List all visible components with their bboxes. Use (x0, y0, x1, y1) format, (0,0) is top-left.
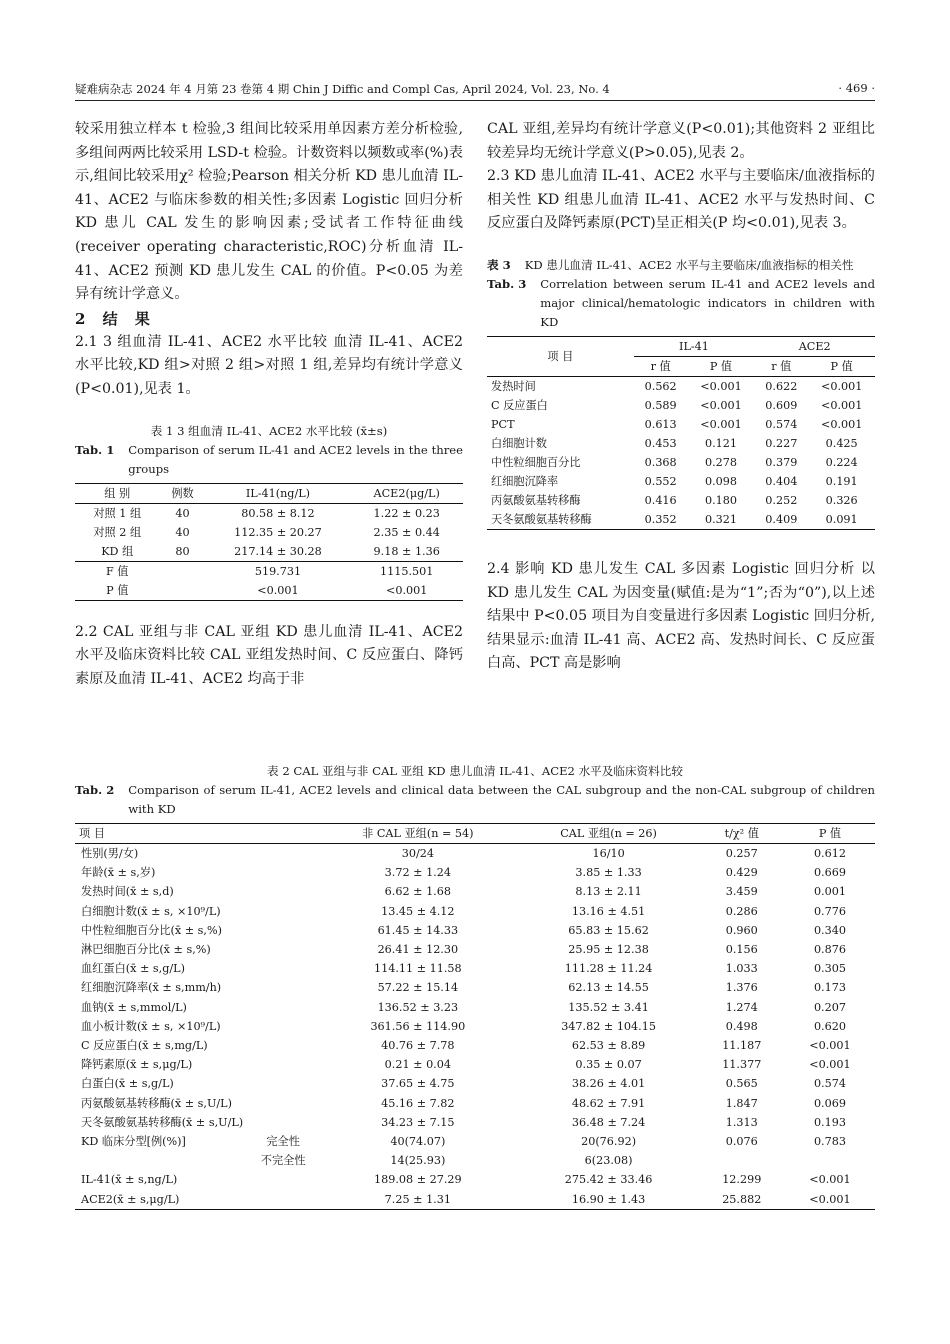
results-2-3-paragraph: 2.3 KD 患儿血清 IL-41、ACE2 水平与主要临床/血液指标的相关性 KD 组患儿血清 IL-41、ACE2 水平与发热时间、C 反应蛋白及降钙素原(PCT)呈正相关(P 均<0.01),见表 3。 (487, 168, 875, 232)
table-cell: 0.589 (644, 398, 677, 412)
table-cell: 1115.501 (350, 561, 463, 581)
table-cell: 0.173 (813, 981, 846, 995)
table-cell: 0.156 (725, 943, 758, 957)
table-cell: 62.13 ± 14.55 (568, 981, 649, 995)
table-cell: C 反应蛋白 (491, 398, 548, 412)
table-cell: <0.001 (809, 1058, 851, 1072)
table-cell: 1.847 (725, 1096, 758, 1110)
table-cell (249, 1190, 317, 1210)
table-row (75, 1094, 875, 1113)
table-cell (75, 1151, 249, 1170)
table-cell: 0.069 (813, 1096, 846, 1110)
table-cell: 0.21 ± 0.04 (384, 1058, 451, 1072)
table-row (75, 844, 875, 864)
table-cell: 189.08 ± 27.29 (374, 1173, 462, 1187)
table-cell: <0.001 (809, 1192, 851, 1206)
table-cell: ACE2(x̄ ± s,μg/L) (81, 1192, 180, 1206)
table-cell: 0.207 (813, 1000, 846, 1014)
table-row (75, 978, 875, 997)
table-cell: 完全性 (266, 1135, 300, 1149)
table-cell: 519.731 (206, 561, 351, 581)
table-cell: <0.001 (700, 417, 742, 431)
table-cell: KD 组 (101, 544, 134, 558)
table-3-grid (487, 336, 875, 530)
table-cell: 38.26 ± 4.01 (571, 1077, 646, 1091)
table-cell: 天冬氨酸氨基转移酶 (491, 512, 592, 526)
table-row (75, 882, 875, 901)
table-row (487, 510, 875, 530)
table-cell: 0.191 (825, 474, 858, 488)
table-row (75, 1132, 875, 1151)
table-cell: 0.960 (725, 923, 758, 937)
table-cell: 0.409 (765, 512, 798, 526)
table-row (75, 959, 875, 978)
table-cell: 降钙素原(x̄ ± s,μg/L) (81, 1058, 193, 1072)
table-cell: F 值 (75, 561, 160, 581)
table-3-header-item: 项 目 (487, 336, 634, 376)
table-cell: <0.001 (257, 583, 299, 597)
table-cell (160, 561, 206, 581)
table-cell: 0.776 (813, 904, 846, 918)
table-3-caption-en (487, 275, 875, 332)
table-row (75, 998, 875, 1017)
table-cell: 37.65 ± 4.75 (381, 1077, 455, 1091)
table-cell: 白细胞计数 (491, 436, 547, 450)
table-row (75, 542, 463, 562)
table-row (75, 503, 463, 523)
table-cell: 丙氨酸氨基转移酶(x̄ ± s,U/L) (81, 1096, 232, 1110)
table-cell: 20(76.92) (581, 1135, 637, 1149)
table-cell: 0.620 (813, 1019, 846, 1033)
table-cell (249, 1170, 317, 1189)
table-cell: 1.274 (725, 1000, 758, 1014)
table-3-subheader: r 值 (634, 356, 688, 376)
table-cell: C 反应蛋白(x̄ ± s,mg/L) (81, 1039, 208, 1053)
table-cell: 天冬氨酸氨基转移酶(x̄ ± s,U/L) (81, 1115, 244, 1129)
table-2-header-cell: 非 CAL 亚组(n = 54) (317, 824, 518, 844)
table-cell (785, 1151, 875, 1170)
table-cell: 0.257 (725, 847, 758, 860)
table-cell: 0.35 ± 0.07 (575, 1058, 642, 1072)
table-cell: 114.11 ± 11.58 (374, 962, 462, 976)
table-cell: 26.41 ± 12.30 (377, 943, 459, 957)
table-cell: 丙氨酸氨基转移酶 (491, 493, 581, 507)
table-cell: 112.35 ± 20.27 (234, 525, 322, 539)
table-3-group-ace2: ACE2 (754, 336, 875, 356)
table-2-header-cell: P 值 (785, 824, 875, 844)
table-cell: 6.62 ± 1.68 (384, 885, 451, 899)
table-3-subheader: r 值 (754, 356, 808, 376)
table-cell (249, 1094, 317, 1113)
table-cell: 红细胞沉降率 (491, 474, 559, 488)
page-number: · 469 · (838, 81, 875, 95)
table-cell: 0.121 (704, 436, 737, 450)
table-cell: 1.22 ± 0.23 (373, 506, 440, 520)
table-cell: 135.52 ± 3.41 (568, 1000, 649, 1014)
table-cell: 0.574 (765, 417, 798, 431)
table-cell: 361.56 ± 114.90 (370, 1019, 466, 1033)
table-cell: 不完全性 (260, 1154, 306, 1168)
table-cell: 0.224 (825, 455, 858, 469)
table-row (487, 434, 875, 453)
table-cell: 8.13 ± 2.11 (575, 885, 642, 899)
table-cell (249, 1074, 317, 1093)
table-cell: 0.379 (765, 455, 798, 469)
table-cell: 14(25.93) (390, 1154, 446, 1168)
results-2-1-paragraph: 2.1 3 组血清 IL-41、ACE2 水平比较 血清 IL-41、ACE2 水平比较,KD 组>对照 2 组>对照 1 组,差异均有统计学意义(P<0.01),见表 1。 (75, 333, 463, 397)
table-3-caption-en-text: Correlation between serum IL-41 and ACE2 levels and major clinical/hematologic indicators in children with KD (540, 276, 875, 329)
table-cell: 12.299 (722, 1173, 762, 1187)
table-cell: PCT (491, 417, 515, 431)
table-cell: 血小板计数(x̄ ± s, ×10⁹/L) (81, 1019, 221, 1033)
table-cell: 16/10 (592, 847, 625, 860)
table-cell: 1.376 (725, 981, 758, 995)
methods-paragraph: 较采用独立样本 t 检验,3 组间比较采用单因素方差分析检验,多组间两两比较采用 LSD-t 检验。计数资料以频数或率(%)表示,组间比较采用χ² 检验;Pearson 相关分析 KD 患儿血清 IL-41、ACE2 与临床参数的相关性;多因素 Logistic 回归分析 KD 患儿 CAL 发生的影响因素;受试者工作特征曲线(receiver operating characteristic,ROC)分析血清 IL-41、ACE2 预测 KD 患儿发生 CAL 的价值。P<0.05 为差异有统计学意义。 (75, 121, 463, 303)
table-cell: 275.42 ± 33.46 (564, 1173, 653, 1187)
table-cell: 40.76 ± 7.78 (381, 1039, 455, 1053)
table-1-caption-cn: 表 1 3 组血清 IL-41、ACE2 水平比较 (x̄±s) (150, 423, 388, 438)
table-row (75, 1170, 875, 1189)
table-cell: 0.562 (644, 379, 677, 393)
table-row (487, 396, 875, 415)
table-cell: 0.305 (813, 962, 846, 976)
table-cell: 13.45 ± 4.12 (381, 904, 455, 918)
table-row (75, 1055, 875, 1074)
table-cell: 发热时间 (491, 379, 536, 393)
table-cell: 对照 2 组 (93, 525, 142, 539)
table-cell: 0.340 (813, 923, 846, 937)
table-cell: 61.45 ± 14.33 (377, 923, 459, 937)
table-cell (249, 882, 317, 901)
table-cell (699, 1151, 785, 1170)
table-row (75, 863, 875, 882)
right-column (487, 118, 875, 676)
table-1 (75, 422, 463, 601)
table-3-subheader: P 值 (808, 356, 875, 376)
table-1-caption-en (75, 441, 463, 479)
table-cell: 45.16 ± 7.82 (381, 1096, 455, 1110)
table-cell: 0.425 (825, 436, 858, 450)
table-cell: 发热时间(x̄ ± s,d) (81, 885, 174, 899)
table-cell: <0.001 (809, 1039, 851, 1053)
table-1-caption-text: Comparison of serum IL-41 and ACE2 levels in the three groups (128, 442, 463, 476)
table-cell: 0.252 (765, 493, 798, 507)
table-cell: <0.001 (820, 398, 863, 412)
table-cell: 对照 1 组 (93, 506, 142, 520)
table-cell: 48.62 ± 7.91 (571, 1096, 646, 1110)
table-cell: 0.612 (813, 847, 846, 860)
table-cell (249, 978, 317, 997)
table-cell: 0.076 (725, 1135, 758, 1149)
table-cell: 0.876 (813, 943, 846, 957)
table-cell: <0.001 (820, 417, 863, 431)
table-cell: IL-41(x̄ ± s,ng/L) (81, 1173, 178, 1187)
table-2-grid (75, 823, 875, 1210)
table-cell: 25.882 (722, 1192, 762, 1206)
table-cell: 34.23 ± 7.15 (381, 1115, 455, 1129)
table-3-label: Tab. 3 (487, 276, 527, 291)
table-1-header-cell: ACE2(μg/L) (350, 483, 463, 503)
table-2-header-spacer (249, 824, 317, 844)
table-2-caption-cn: 表 2 CAL 亚组与非 CAL 亚组 KD 患儿血清 IL-41、ACE2 水平及临床资料比较 (267, 764, 683, 778)
table-cell (249, 902, 317, 921)
table-row (75, 940, 875, 959)
table-1-grid (75, 483, 463, 601)
table-cell: 7.25 ± 1.31 (384, 1192, 451, 1206)
table-cell: 0.321 (704, 512, 737, 526)
table-cell: 0.498 (725, 1019, 758, 1033)
table-cell: 40 (175, 525, 190, 539)
table-1-header-cell: 组 别 (75, 483, 160, 503)
table-cell: 0.416 (644, 493, 677, 507)
table-cell: 0.180 (704, 493, 737, 507)
table-row (75, 1036, 875, 1055)
table-cell: KD 临床分型[例(%)] (81, 1135, 186, 1149)
table-cell: 80 (175, 544, 190, 558)
table-cell: 0.193 (813, 1115, 846, 1129)
left-column (75, 118, 463, 691)
table-3 (487, 256, 875, 530)
table-cell: 0.368 (644, 455, 677, 469)
table-row (487, 453, 875, 472)
table-cell (249, 1017, 317, 1036)
running-header (75, 78, 875, 101)
table-cell: 0.098 (704, 474, 737, 488)
table-cell: 0.574 (813, 1077, 846, 1091)
table-cell: 347.82 ± 104.15 (561, 1019, 656, 1033)
table-cell: 0.613 (644, 417, 677, 431)
table-cell: <0.001 (700, 379, 742, 393)
table-cell: 16.90 ± 1.43 (571, 1192, 646, 1206)
table-cell (249, 959, 317, 978)
table-cell: 136.52 ± 3.23 (377, 1000, 459, 1014)
table-3-label-cn: 表 3 (487, 257, 511, 272)
table-row (75, 1074, 875, 1093)
table-cell (249, 1113, 317, 1132)
section-heading-results: 2 结 果 (75, 309, 156, 328)
table-cell: 57.22 ± 15.14 (377, 981, 459, 995)
table-cell: <0.001 (700, 398, 742, 412)
table-3-subheader: P 值 (688, 356, 755, 376)
table-row (487, 491, 875, 510)
table-cell: 0.286 (725, 904, 758, 918)
table-cell: 0.565 (725, 1077, 758, 1091)
table-cell: <0.001 (820, 379, 863, 393)
table-cell: 0.669 (813, 866, 846, 880)
table-2-caption-text: Comparison of serum IL-41, ACE2 levels and clinical data between the CAL subgroup and the non-CAL subgroup of children with KD (128, 783, 875, 816)
results-2-4-paragraph: 2.4 影响 KD 患儿发生 CAL 多因素 Logistic 回归分析 以 KD 患儿发生 CAL 为因变量(赋值:是为“1”;否为“0”),以上述结果中 P<0.05 项目为自变量进行多因素 Logistic 回归分析,结果显示:血清 IL-41 高、ACE2 高、发热时间长、C 反应蛋白高、PCT 高是影响 (487, 560, 875, 672)
table-row (487, 472, 875, 491)
table-1-header-cell: 例数 (160, 483, 206, 503)
results-2-2-continued: CAL 亚组,差异均有统计学意义(P<0.01);其他资料 2 亚组比较差异均无统计学意义(P>0.05),见表 2。 (487, 121, 875, 161)
table-cell: 80.58 ± 8.12 (241, 506, 315, 520)
table-2-caption-en (75, 781, 875, 819)
table-cell: <0.001 (809, 1173, 851, 1187)
table-cell: 0.429 (725, 866, 758, 880)
journal-citation: 疑难病杂志 2024 年 4 月第 23 卷第 4 期 Chin J Diffic and Compl Cas, April 2024, Vol. 23, No. 4 (75, 82, 610, 96)
table-cell (249, 921, 317, 940)
table-cell (160, 581, 206, 601)
table-cell: 0.001 (813, 885, 846, 899)
table-cell: 3.72 ± 1.24 (384, 866, 451, 880)
table-cell: 3.85 ± 1.33 (575, 866, 642, 880)
table-row (487, 376, 875, 396)
table-row (75, 561, 463, 581)
table-cell: 0.622 (765, 379, 798, 393)
table-3-caption-cn-text: KD 患儿血清 IL-41、ACE2 水平与主要临床/血液指标的相关性 (524, 257, 854, 272)
table-cell: 0.453 (644, 436, 677, 450)
table-2-label: Tab. 2 (75, 783, 115, 797)
table-cell: 0.552 (644, 474, 677, 488)
table-cell: 中性粒细胞百分比(x̄ ± s,%) (81, 923, 222, 937)
table-cell: 62.53 ± 8.89 (571, 1039, 646, 1053)
table-cell: 0.278 (704, 455, 737, 469)
table-row (75, 581, 463, 601)
table-cell: 65.83 ± 15.62 (568, 923, 649, 937)
table-2-header-cell: CAL 亚组(n = 26) (519, 824, 699, 844)
table-2-header-cell: 项 目 (75, 824, 249, 844)
table-row (75, 1017, 875, 1036)
table-cell: 40(74.07) (390, 1135, 446, 1149)
table-cell: 3.459 (725, 885, 758, 899)
table-cell: 白蛋白(x̄ ± s,g/L) (81, 1077, 174, 1091)
table-cell (249, 998, 317, 1017)
table-cell: 111.28 ± 11.24 (564, 962, 653, 976)
table-row (75, 1151, 875, 1170)
table-cell: 13.16 ± 4.51 (571, 904, 646, 918)
table-cell: <0.001 (386, 583, 428, 597)
table-row (75, 523, 463, 542)
table-row (75, 902, 875, 921)
table-cell: 性别(男/女) (81, 847, 139, 860)
table-cell: 红细胞沉降率(x̄ ± s,mm/h) (81, 981, 222, 995)
table-cell: 9.18 ± 1.36 (373, 544, 440, 558)
table-cell: 0.227 (765, 436, 798, 450)
table-cell: 1.313 (725, 1115, 758, 1129)
table-cell (249, 1036, 317, 1055)
table-cell: 年龄(x̄ ± s,岁) (81, 866, 156, 880)
table-1-label: Tab. 1 (75, 442, 115, 457)
table-cell (249, 863, 317, 882)
table-cell: 40 (175, 506, 190, 520)
table-cell: 0.352 (644, 512, 677, 526)
results-2-2-paragraph: 2.2 CAL 亚组与非 CAL 亚组 KD 患儿血清 IL-41、ACE2 水平及临床资料比较 CAL 亚组发热时间、C 反应蛋白、降钙素原及血清 IL-41、ACE2 均高于非 (75, 623, 463, 687)
table-2-header-cell: t/χ² 值 (699, 824, 785, 844)
table-cell: 1.033 (725, 962, 758, 976)
table-cell (249, 844, 317, 864)
table-cell: 淋巴细胞百分比(x̄ ± s,%) (81, 943, 211, 957)
table-row (75, 1190, 875, 1210)
table-cell: 6(23.08) (584, 1154, 633, 1168)
table-3-caption-cn (487, 256, 875, 275)
table-cell: 0.783 (813, 1135, 846, 1149)
table-cell: 217.14 ± 30.28 (234, 544, 322, 558)
table-row (487, 415, 875, 434)
table-cell: 11.377 (722, 1058, 762, 1072)
table-cell: 36.48 ± 7.24 (571, 1115, 646, 1129)
table-cell: 25.95 ± 12.38 (568, 943, 649, 957)
table-1-header-cell: IL-41(ng/L) (206, 483, 351, 503)
table-cell: 30/24 (401, 847, 434, 860)
table-cell: 0.091 (825, 512, 858, 526)
table-cell: P 值 (106, 583, 129, 597)
table-cell: 白细胞计数(x̄ ± s, ×10⁹/L) (81, 904, 221, 918)
table-cell (249, 940, 317, 959)
table-cell: 血红蛋白(x̄ ± s,g/L) (81, 962, 185, 976)
table-cell (249, 1055, 317, 1074)
table-cell: 0.326 (825, 493, 858, 507)
table-2 (75, 762, 875, 1210)
table-cell: 中性粒细胞百分比 (491, 455, 581, 469)
table-cell: 11.187 (722, 1039, 762, 1053)
table-cell: 0.404 (765, 474, 798, 488)
table-cell: 血钠(x̄ ± s,mmol/L) (81, 1000, 187, 1014)
table-cell: 0.609 (765, 398, 798, 412)
table-row (75, 921, 875, 940)
table-cell: 2.35 ± 0.44 (373, 525, 440, 539)
table-3-group-il41: IL-41 (634, 336, 755, 356)
table-row (75, 1113, 875, 1132)
